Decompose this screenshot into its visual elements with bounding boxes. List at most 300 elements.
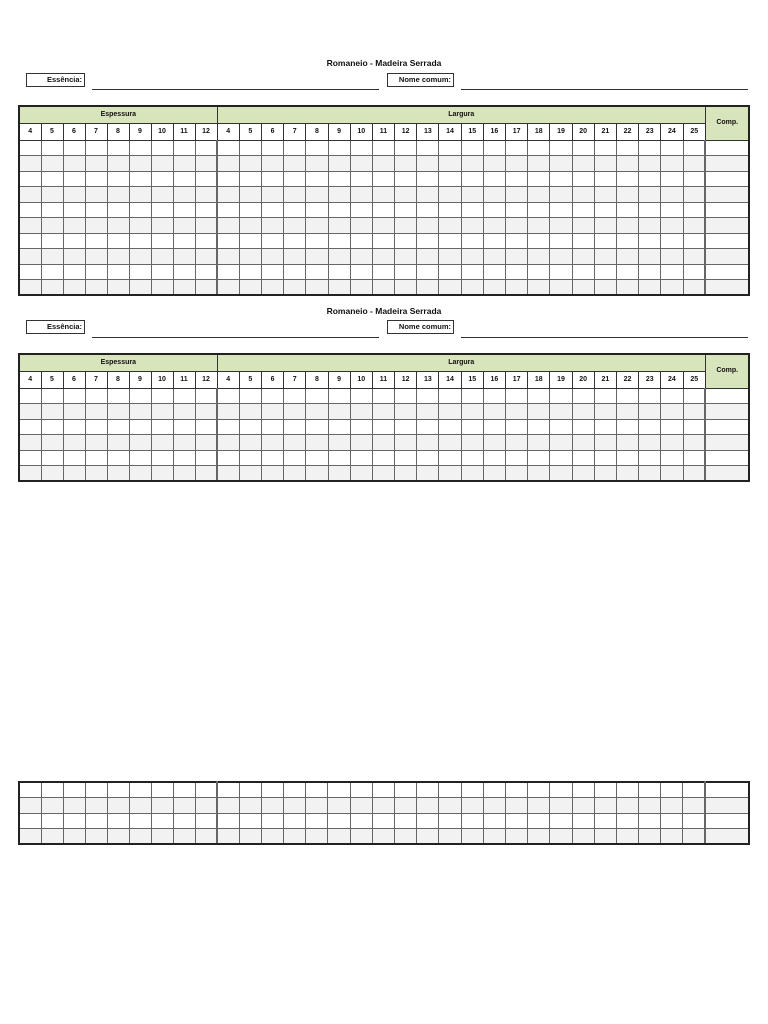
- tally-cell[interactable]: [350, 388, 372, 404]
- tally-cell[interactable]: [129, 404, 151, 420]
- tally-cell[interactable]: [506, 450, 528, 466]
- tally-cell[interactable]: [217, 450, 239, 466]
- tally-cell[interactable]: [461, 187, 483, 203]
- tally-cell[interactable]: [483, 419, 505, 435]
- tally-cell[interactable]: [395, 202, 417, 218]
- tally-cell[interactable]: [195, 264, 217, 280]
- tally-cell[interactable]: [195, 140, 217, 156]
- tally-cell[interactable]: [63, 280, 85, 296]
- tally-cell[interactable]: [439, 404, 461, 420]
- tally-cell[interactable]: [639, 156, 661, 172]
- tally-cell[interactable]: [639, 202, 661, 218]
- tally-cell[interactable]: [528, 782, 550, 798]
- tally-cell[interactable]: [483, 798, 505, 814]
- tally-cell[interactable]: [683, 187, 705, 203]
- tally-cell[interactable]: [328, 435, 350, 451]
- tally-cell[interactable]: [129, 450, 151, 466]
- tally-cell[interactable]: [395, 218, 417, 234]
- tally-cell[interactable]: [19, 813, 41, 829]
- tally-cell[interactable]: [505, 782, 527, 798]
- tally-cell[interactable]: [572, 218, 594, 234]
- tally-cell[interactable]: [395, 782, 417, 798]
- tally-cell[interactable]: [417, 156, 439, 172]
- tally-cell[interactable]: [261, 156, 283, 172]
- tally-cell[interactable]: [483, 435, 505, 451]
- tally-cell[interactable]: [151, 829, 173, 845]
- tally-cell[interactable]: [85, 388, 107, 404]
- tally-cell[interactable]: [284, 280, 306, 296]
- tally-cell[interactable]: [705, 218, 749, 234]
- tally-cell[interactable]: [284, 233, 306, 249]
- tally-cell[interactable]: [19, 798, 41, 814]
- tally-cell[interactable]: [328, 450, 350, 466]
- tally-cell[interactable]: [572, 419, 594, 435]
- tally-cell[interactable]: [372, 218, 394, 234]
- tally-cell[interactable]: [705, 388, 749, 404]
- tally-cell[interactable]: [395, 813, 417, 829]
- tally-cell[interactable]: [85, 466, 107, 482]
- tally-cell[interactable]: [350, 171, 372, 187]
- tally-cell[interactable]: [594, 450, 616, 466]
- tally-cell[interactable]: [395, 419, 417, 435]
- tally-cell[interactable]: [284, 435, 306, 451]
- tally-cell[interactable]: [239, 249, 261, 265]
- tally-cell[interactable]: [594, 233, 616, 249]
- tally-cell[interactable]: [239, 171, 261, 187]
- tally-cell[interactable]: [616, 156, 638, 172]
- tally-cell[interactable]: [528, 218, 550, 234]
- tally-cell[interactable]: [19, 156, 41, 172]
- tally-cell[interactable]: [639, 264, 661, 280]
- tally-cell[interactable]: [195, 798, 217, 814]
- tally-cell[interactable]: [41, 156, 63, 172]
- tally-cell[interactable]: [439, 435, 461, 451]
- tally-cell[interactable]: [85, 829, 107, 845]
- tally-cell[interactable]: [483, 187, 505, 203]
- tally-cell[interactable]: [85, 202, 107, 218]
- tally-cell[interactable]: [85, 404, 107, 420]
- tally-cell[interactable]: [261, 466, 283, 482]
- tally-cell[interactable]: [395, 798, 417, 814]
- tally-cell[interactable]: [594, 171, 616, 187]
- tally-cell[interactable]: [19, 782, 41, 798]
- tally-cell[interactable]: [173, 202, 195, 218]
- tally-cell[interactable]: [572, 249, 594, 265]
- tally-cell[interactable]: [372, 813, 394, 829]
- tally-cell[interactable]: [284, 450, 306, 466]
- tally-cell[interactable]: [173, 450, 195, 466]
- tally-cell[interactable]: [261, 419, 283, 435]
- tally-cell[interactable]: [63, 249, 85, 265]
- tally-cell[interactable]: [616, 388, 638, 404]
- tally-cell[interactable]: [528, 280, 550, 296]
- tally-cell[interactable]: [41, 466, 63, 482]
- tally-cell[interactable]: [350, 404, 372, 420]
- tally-cell[interactable]: [350, 435, 372, 451]
- tally-cell[interactable]: [439, 782, 461, 798]
- tally-cell[interactable]: [350, 829, 372, 845]
- tally-cell[interactable]: [461, 798, 483, 814]
- tally-cell[interactable]: [306, 249, 328, 265]
- tally-cell[interactable]: [151, 435, 173, 451]
- tally-cell[interactable]: [683, 404, 705, 420]
- tally-cell[interactable]: [63, 264, 85, 280]
- tally-cell[interactable]: [616, 450, 638, 466]
- tally-cell[interactable]: [483, 156, 505, 172]
- tally-cell[interactable]: [395, 829, 417, 845]
- tally-cell[interactable]: [461, 202, 483, 218]
- tally-cell[interactable]: [107, 233, 129, 249]
- tally-cell[interactable]: [85, 187, 107, 203]
- tally-cell[interactable]: [151, 218, 173, 234]
- tally-cell[interactable]: [129, 435, 151, 451]
- tally-cell[interactable]: [661, 202, 683, 218]
- tally-cell[interactable]: [461, 264, 483, 280]
- tally-cell[interactable]: [217, 187, 239, 203]
- tally-cell[interactable]: [461, 140, 483, 156]
- tally-cell[interactable]: [616, 798, 638, 814]
- tally-cell[interactable]: [284, 798, 306, 814]
- tally-cell[interactable]: [661, 829, 683, 845]
- tally-cell[interactable]: [661, 466, 683, 482]
- tally-cell[interactable]: [239, 435, 261, 451]
- tally-cell[interactable]: [129, 233, 151, 249]
- tally-cell[interactable]: [594, 218, 616, 234]
- tally-cell[interactable]: [173, 782, 195, 798]
- tally-cell[interactable]: [639, 466, 661, 482]
- tally-cell[interactable]: [151, 782, 173, 798]
- tally-cell[interactable]: [306, 140, 328, 156]
- tally-cell[interactable]: [594, 249, 616, 265]
- tally-cell[interactable]: [483, 171, 505, 187]
- tally-cell[interactable]: [107, 171, 129, 187]
- tally-cell[interactable]: [439, 202, 461, 218]
- tally-cell[interactable]: [239, 156, 261, 172]
- tally-cell[interactable]: [129, 140, 151, 156]
- tally-cell[interactable]: [261, 829, 283, 845]
- tally-cell[interactable]: [483, 388, 505, 404]
- tally-cell[interactable]: [661, 171, 683, 187]
- tally-cell[interactable]: [661, 404, 683, 420]
- tally-cell[interactable]: [417, 466, 439, 482]
- tally-cell[interactable]: [616, 466, 638, 482]
- tally-cell[interactable]: [173, 156, 195, 172]
- tally-cell[interactable]: [417, 798, 439, 814]
- tally-cell[interactable]: [506, 435, 528, 451]
- tally-cell[interactable]: [616, 264, 638, 280]
- tally-cell[interactable]: [41, 829, 63, 845]
- tally-cell[interactable]: [661, 233, 683, 249]
- tally-cell[interactable]: [195, 466, 217, 482]
- tally-cell[interactable]: [439, 798, 461, 814]
- tally-cell[interactable]: [284, 156, 306, 172]
- tally-cell[interactable]: [328, 156, 350, 172]
- tally-cell[interactable]: [350, 782, 372, 798]
- tally-cell[interactable]: [239, 466, 261, 482]
- tally-cell[interactable]: [594, 419, 616, 435]
- tally-cell[interactable]: [528, 264, 550, 280]
- tally-cell[interactable]: [328, 798, 350, 814]
- tally-cell[interactable]: [107, 156, 129, 172]
- tally-cell[interactable]: [594, 782, 616, 798]
- tally-cell[interactable]: [261, 202, 283, 218]
- tally-cell[interactable]: [705, 202, 749, 218]
- tally-cell[interactable]: [173, 466, 195, 482]
- tally-cell[interactable]: [19, 218, 41, 234]
- tally-cell[interactable]: [461, 404, 483, 420]
- tally-cell[interactable]: [616, 187, 638, 203]
- section-1-nome-comum-field[interactable]: [461, 89, 748, 90]
- tally-cell[interactable]: [528, 798, 550, 814]
- tally-cell[interactable]: [217, 156, 239, 172]
- tally-cell[interactable]: [439, 187, 461, 203]
- tally-cell[interactable]: [550, 466, 572, 482]
- tally-cell[interactable]: [217, 782, 239, 798]
- tally-cell[interactable]: [195, 171, 217, 187]
- tally-cell[interactable]: [306, 264, 328, 280]
- tally-cell[interactable]: [395, 450, 417, 466]
- tally-cell[interactable]: [85, 419, 107, 435]
- tally-cell[interactable]: [195, 388, 217, 404]
- tally-cell[interactable]: [350, 466, 372, 482]
- tally-cell[interactable]: [550, 798, 572, 814]
- tally-cell[interactable]: [439, 218, 461, 234]
- tally-cell[interactable]: [528, 171, 550, 187]
- tally-cell[interactable]: [417, 435, 439, 451]
- tally-cell[interactable]: [328, 782, 350, 798]
- tally-cell[interactable]: [550, 249, 572, 265]
- tally-cell[interactable]: [594, 280, 616, 296]
- tally-cell[interactable]: [616, 140, 638, 156]
- tally-cell[interactable]: [195, 249, 217, 265]
- tally-cell[interactable]: [306, 156, 328, 172]
- tally-cell[interactable]: [683, 388, 705, 404]
- tally-cell[interactable]: [173, 187, 195, 203]
- tally-cell[interactable]: [151, 419, 173, 435]
- tally-cell[interactable]: [639, 813, 661, 829]
- tally-cell[interactable]: [107, 813, 129, 829]
- tally-cell[interactable]: [195, 419, 217, 435]
- tally-cell[interactable]: [107, 218, 129, 234]
- tally-cell[interactable]: [85, 435, 107, 451]
- tally-cell[interactable]: [41, 435, 63, 451]
- tally-cell[interactable]: [284, 782, 306, 798]
- tally-cell[interactable]: [195, 156, 217, 172]
- tally-cell[interactable]: [528, 466, 550, 482]
- tally-cell[interactable]: [705, 419, 749, 435]
- tally-cell[interactable]: [63, 829, 85, 845]
- tally-cell[interactable]: [63, 404, 85, 420]
- tally-cell[interactable]: [306, 419, 328, 435]
- tally-cell[interactable]: [195, 813, 217, 829]
- tally-cell[interactable]: [483, 264, 505, 280]
- tally-cell[interactable]: [217, 140, 239, 156]
- tally-cell[interactable]: [639, 435, 661, 451]
- tally-cell[interactable]: [107, 249, 129, 265]
- tally-cell[interactable]: [594, 798, 616, 814]
- tally-cell[interactable]: [151, 388, 173, 404]
- tally-cell[interactable]: [572, 140, 594, 156]
- tally-cell[interactable]: [239, 202, 261, 218]
- tally-cell[interactable]: [461, 435, 483, 451]
- tally-cell[interactable]: [594, 829, 616, 845]
- tally-cell[interactable]: [683, 249, 705, 265]
- tally-cell[interactable]: [461, 419, 483, 435]
- tally-cell[interactable]: [63, 798, 85, 814]
- tally-cell[interactable]: [173, 435, 195, 451]
- tally-cell[interactable]: [683, 156, 705, 172]
- tally-cell[interactable]: [639, 798, 661, 814]
- tally-cell[interactable]: [506, 171, 528, 187]
- tally-cell[interactable]: [350, 419, 372, 435]
- tally-cell[interactable]: [41, 782, 63, 798]
- tally-cell[interactable]: [261, 140, 283, 156]
- tally-cell[interactable]: [572, 813, 594, 829]
- tally-cell[interactable]: [350, 813, 372, 829]
- tally-cell[interactable]: [261, 450, 283, 466]
- tally-cell[interactable]: [483, 249, 505, 265]
- tally-cell[interactable]: [639, 404, 661, 420]
- tally-cell[interactable]: [41, 171, 63, 187]
- tally-cell[interactable]: [594, 202, 616, 218]
- tally-cell[interactable]: [350, 450, 372, 466]
- tally-cell[interactable]: [19, 140, 41, 156]
- tally-cell[interactable]: [483, 233, 505, 249]
- tally-cell[interactable]: [705, 280, 749, 296]
- tally-cell[interactable]: [41, 404, 63, 420]
- tally-cell[interactable]: [151, 813, 173, 829]
- tally-cell[interactable]: [107, 388, 129, 404]
- tally-cell[interactable]: [284, 171, 306, 187]
- tally-cell[interactable]: [328, 466, 350, 482]
- tally-cell[interactable]: [594, 264, 616, 280]
- tally-cell[interactable]: [417, 233, 439, 249]
- tally-cell[interactable]: [19, 233, 41, 249]
- tally-cell[interactable]: [372, 156, 394, 172]
- tally-cell[interactable]: [528, 404, 550, 420]
- tally-cell[interactable]: [417, 450, 439, 466]
- tally-cell[interactable]: [417, 419, 439, 435]
- tally-cell[interactable]: [306, 202, 328, 218]
- tally-cell[interactable]: [306, 171, 328, 187]
- tally-cell[interactable]: [239, 782, 261, 798]
- tally-cell[interactable]: [483, 450, 505, 466]
- tally-cell[interactable]: [572, 202, 594, 218]
- tally-cell[interactable]: [372, 435, 394, 451]
- tally-cell[interactable]: [284, 140, 306, 156]
- tally-cell[interactable]: [683, 171, 705, 187]
- tally-cell[interactable]: [195, 782, 217, 798]
- tally-cell[interactable]: [195, 404, 217, 420]
- tally-cell[interactable]: [284, 466, 306, 482]
- tally-cell[interactable]: [239, 233, 261, 249]
- tally-cell[interactable]: [572, 171, 594, 187]
- tally-cell[interactable]: [372, 782, 394, 798]
- tally-cell[interactable]: [395, 156, 417, 172]
- tally-cell[interactable]: [195, 435, 217, 451]
- tally-cell[interactable]: [261, 218, 283, 234]
- tally-cell[interactable]: [372, 450, 394, 466]
- tally-cell[interactable]: [19, 202, 41, 218]
- tally-cell[interactable]: [572, 450, 594, 466]
- tally-cell[interactable]: [705, 450, 749, 466]
- tally-cell[interactable]: [639, 140, 661, 156]
- tally-cell[interactable]: [173, 171, 195, 187]
- tally-cell[interactable]: [261, 264, 283, 280]
- tally-cell[interactable]: [661, 782, 683, 798]
- tally-cell[interactable]: [239, 813, 261, 829]
- tally-cell[interactable]: [41, 218, 63, 234]
- tally-cell[interactable]: [239, 798, 261, 814]
- tally-cell[interactable]: [306, 798, 328, 814]
- tally-cell[interactable]: [594, 404, 616, 420]
- tally-cell[interactable]: [506, 264, 528, 280]
- section-2-nome-comum-field[interactable]: [461, 337, 748, 338]
- tally-cell[interactable]: [439, 249, 461, 265]
- tally-cell[interactable]: [572, 264, 594, 280]
- tally-cell[interactable]: [483, 813, 505, 829]
- tally-cell[interactable]: [683, 218, 705, 234]
- tally-cell[interactable]: [63, 782, 85, 798]
- tally-cell[interactable]: [439, 264, 461, 280]
- tally-cell[interactable]: [19, 404, 41, 420]
- tally-cell[interactable]: [705, 829, 749, 845]
- tally-cell[interactable]: [195, 280, 217, 296]
- tally-cell[interactable]: [528, 233, 550, 249]
- tally-cell[interactable]: [306, 435, 328, 451]
- tally-cell[interactable]: [639, 782, 661, 798]
- tally-cell[interactable]: [41, 280, 63, 296]
- tally-cell[interactable]: [506, 404, 528, 420]
- tally-cell[interactable]: [705, 187, 749, 203]
- tally-cell[interactable]: [328, 202, 350, 218]
- tally-cell[interactable]: [639, 450, 661, 466]
- tally-cell[interactable]: [461, 782, 483, 798]
- tally-cell[interactable]: [239, 388, 261, 404]
- tally-cell[interactable]: [85, 156, 107, 172]
- tally-cell[interactable]: [572, 435, 594, 451]
- tally-cell[interactable]: [661, 264, 683, 280]
- tally-cell[interactable]: [639, 218, 661, 234]
- tally-cell[interactable]: [594, 156, 616, 172]
- tally-cell[interactable]: [151, 798, 173, 814]
- tally-cell[interactable]: [85, 233, 107, 249]
- tally-cell[interactable]: [85, 450, 107, 466]
- tally-cell[interactable]: [683, 829, 705, 845]
- tally-cell[interactable]: [129, 156, 151, 172]
- tally-cell[interactable]: [683, 419, 705, 435]
- tally-cell[interactable]: [173, 233, 195, 249]
- tally-cell[interactable]: [284, 187, 306, 203]
- tally-cell[interactable]: [19, 171, 41, 187]
- tally-cell[interactable]: [395, 187, 417, 203]
- tally-cell[interactable]: [173, 388, 195, 404]
- tally-cell[interactable]: [350, 233, 372, 249]
- tally-cell[interactable]: [705, 156, 749, 172]
- tally-cell[interactable]: [217, 419, 239, 435]
- tally-cell[interactable]: [173, 249, 195, 265]
- tally-cell[interactable]: [639, 388, 661, 404]
- tally-cell[interactable]: [41, 140, 63, 156]
- tally-cell[interactable]: [506, 388, 528, 404]
- tally-cell[interactable]: [505, 813, 527, 829]
- tally-cell[interactable]: [683, 233, 705, 249]
- tally-cell[interactable]: [151, 404, 173, 420]
- tally-cell[interactable]: [461, 813, 483, 829]
- tally-cell[interactable]: [372, 140, 394, 156]
- tally-cell[interactable]: [261, 435, 283, 451]
- tally-cell[interactable]: [395, 140, 417, 156]
